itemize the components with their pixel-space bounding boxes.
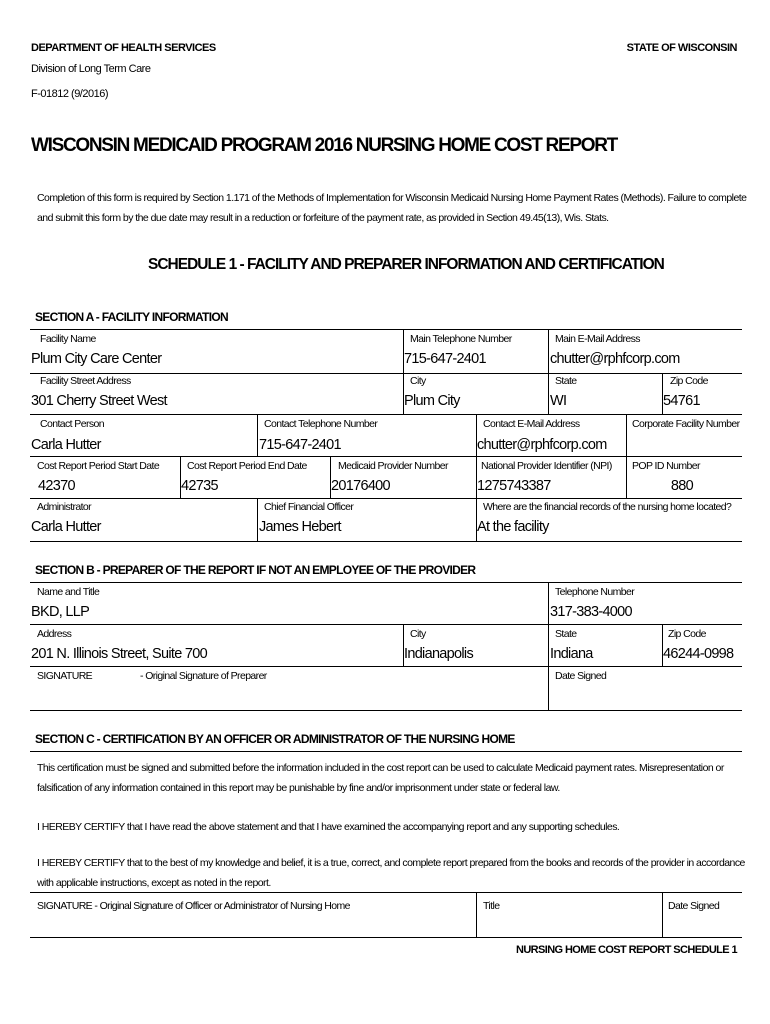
period-start-label: Cost Report Period Start Date bbox=[37, 460, 160, 472]
main-email-field[interactable]: chutter@rphfcorp.com bbox=[550, 351, 680, 367]
street-label: Facility Street Address bbox=[40, 375, 131, 387]
main-phone-label: Main Telephone Number bbox=[410, 333, 512, 345]
medicaid-number-field[interactable]: 20176400 bbox=[331, 478, 390, 494]
preparer-name-field[interactable]: BKD, LLP bbox=[31, 604, 90, 620]
page-title: WISCONSIN MEDICAID PROGRAM 2016 NURSING HOME COST REPORT bbox=[31, 135, 617, 156]
division-name: Division of Long Term Care bbox=[31, 63, 151, 75]
officer-title-field[interactable] bbox=[478, 914, 658, 934]
section-a-bottom-border bbox=[30, 541, 742, 542]
row-divider bbox=[30, 498, 742, 499]
preparer-address-label: Address bbox=[37, 628, 72, 640]
state-name: STATE OF WISCONSIN bbox=[626, 42, 737, 54]
col-divider bbox=[548, 582, 549, 710]
preparer-zip-field[interactable]: 46244-0998 bbox=[663, 646, 734, 662]
state-field[interactable]: WI bbox=[550, 393, 567, 409]
row-divider bbox=[30, 373, 742, 374]
period-end-field[interactable]: 42735 bbox=[181, 478, 218, 494]
row-divider bbox=[30, 666, 742, 667]
contact-email-field[interactable]: chutter@rphfcorp.com bbox=[477, 437, 607, 453]
officer-date-signed-label: Date Signed bbox=[668, 900, 720, 912]
preparer-zip-label: Zip Code bbox=[668, 628, 706, 640]
section-b-title: SECTION B - PREPARER OF THE REPORT IF NOT AN EMPLOYEE OF THE PROVIDER bbox=[35, 563, 476, 577]
zip-field[interactable]: 54761 bbox=[663, 393, 700, 409]
npi-field[interactable]: 1275743387 bbox=[477, 478, 551, 494]
officer-signature-label: SIGNATURE - Original Signature of Officer or Administrator of Nursing Home bbox=[37, 900, 350, 912]
section-c-top-border bbox=[30, 751, 742, 752]
medicaid-number-label: Medicaid Provider Number bbox=[338, 460, 448, 472]
preparer-signature-label: SIGNATURE bbox=[37, 670, 93, 682]
section-b-bottom-border bbox=[30, 710, 742, 711]
main-email-label: Main E-Mail Address bbox=[555, 333, 640, 345]
pop-id-field[interactable]: 880 bbox=[670, 478, 693, 494]
section-a-top-border bbox=[30, 329, 742, 330]
preparer-state-field[interactable]: Indiana bbox=[550, 646, 593, 662]
preparer-date-signed-label: Date Signed bbox=[555, 670, 607, 682]
col-divider bbox=[626, 414, 627, 498]
preparer-state-label: State bbox=[555, 628, 577, 640]
contact-phone-label: Contact Telephone Number bbox=[264, 418, 378, 430]
preparer-date-signed-field[interactable] bbox=[552, 684, 738, 706]
certification-paragraph-1: This certification must be signed and submitted before the information included in the cost report can be used to calculate Medicaid payment rates. Misrepresentation or falsification of any information contained in this report may be punishable by fine and/or imprisonment under state or federal law. bbox=[37, 762, 724, 794]
row-divider bbox=[30, 456, 742, 457]
col-divider bbox=[662, 892, 663, 937]
signature-row-bottom-border bbox=[30, 937, 742, 938]
row-divider bbox=[30, 414, 742, 415]
section-b-top-border bbox=[30, 582, 742, 583]
officer-date-signed-field[interactable] bbox=[664, 914, 740, 934]
records-location-field[interactable]: At the facility bbox=[477, 519, 549, 535]
main-phone-field[interactable]: 715-647-2401 bbox=[404, 351, 486, 367]
city-field[interactable]: Plum City bbox=[404, 393, 460, 409]
cfo-field[interactable]: James Hebert bbox=[259, 519, 341, 535]
preparer-name-label: Name and Title bbox=[37, 586, 100, 598]
npi-label: National Provider Identifier (NPI) bbox=[481, 460, 612, 472]
records-location-label: Where are the financial records of the nursing home located? bbox=[483, 501, 732, 513]
facility-name-label: Facility Name bbox=[40, 333, 96, 345]
contact-person-label: Contact Person bbox=[40, 418, 104, 430]
form-number: F-01812 (9/2016) bbox=[31, 88, 108, 100]
street-field[interactable]: 301 Cherry Street West bbox=[31, 393, 167, 409]
corporate-number-label: Corporate Facility Number bbox=[632, 418, 740, 430]
preparer-city-label: City bbox=[410, 628, 426, 640]
certification-paragraph-2: I HEREBY CERTIFY that I have read the above statement and that I have examined the accompanying report and any supporting schedules. bbox=[37, 821, 620, 833]
certification-paragraph-3: I HEREBY CERTIFY that to the best of my knowledge and belief, it is a true, correct, and complete report prepared from the books and records of the provider in accordance with applicable instructions, except as noted in the report. bbox=[37, 857, 745, 889]
administrator-label: Administrator bbox=[37, 501, 92, 513]
department-name: DEPARTMENT OF HEALTH SERVICES bbox=[31, 42, 216, 54]
contact-email-label: Contact E-Mail Address bbox=[483, 418, 580, 430]
col-divider bbox=[548, 329, 549, 414]
footer-schedule-label: NURSING HOME COST REPORT SCHEDULE 1 bbox=[515, 944, 737, 956]
schedule-title: SCHEDULE 1 - FACILITY AND PREPARER INFORMATION AND CERTIFICATION bbox=[148, 256, 664, 273]
facility-name-field[interactable]: Plum City Care Center bbox=[31, 351, 162, 367]
preparer-signature-note: - Original Signature of Preparer bbox=[140, 670, 267, 682]
preparer-phone-field[interactable]: 317-383-4000 bbox=[550, 604, 632, 620]
period-end-label: Cost Report Period End Date bbox=[187, 460, 307, 472]
col-divider bbox=[476, 892, 477, 937]
preparer-signature-field[interactable] bbox=[31, 684, 541, 706]
officer-title-label: Title bbox=[483, 900, 500, 912]
row-divider bbox=[30, 624, 742, 625]
period-start-field[interactable]: 42370 bbox=[38, 478, 75, 494]
col-divider bbox=[257, 498, 258, 541]
zip-label: Zip Code bbox=[670, 375, 708, 387]
state-label: State bbox=[555, 375, 577, 387]
city-label: City bbox=[410, 375, 426, 387]
col-divider bbox=[257, 414, 258, 456]
contact-phone-field[interactable]: 715-647-2401 bbox=[259, 437, 341, 453]
contact-person-field[interactable]: Carla Hutter bbox=[31, 437, 101, 453]
administrator-field[interactable]: Carla Hutter bbox=[31, 519, 101, 535]
signature-row-top-border bbox=[30, 892, 742, 893]
section-c-title: SECTION C - CERTIFICATION BY AN OFFICER OR ADMINISTRATOR OF THE NURSING HOME bbox=[35, 732, 515, 746]
section-a-title: SECTION A - FACILITY INFORMATION bbox=[35, 310, 228, 324]
preparer-city-field[interactable]: Indianapolis bbox=[404, 646, 473, 662]
pop-id-label: POP ID Number bbox=[632, 460, 700, 472]
cfo-label: Chief Financial Officer bbox=[264, 501, 354, 513]
officer-signature-field[interactable] bbox=[31, 914, 471, 934]
preparer-address-field[interactable]: 201 N. Illinois Street, Suite 700 bbox=[31, 646, 207, 662]
preparer-phone-label: Telephone Number bbox=[555, 586, 635, 598]
intro-paragraph: Completion of this form is required by Section 1.171 of the Methods of Implementation for Wisconsin Medicaid Nursing Home Payment Rates (Methods). Failure to complete and submit this form by the due date may result in a reduction or forfeiture of the payment rate, as provided in Section 49.45(13), Wis. Stats. bbox=[37, 192, 747, 224]
